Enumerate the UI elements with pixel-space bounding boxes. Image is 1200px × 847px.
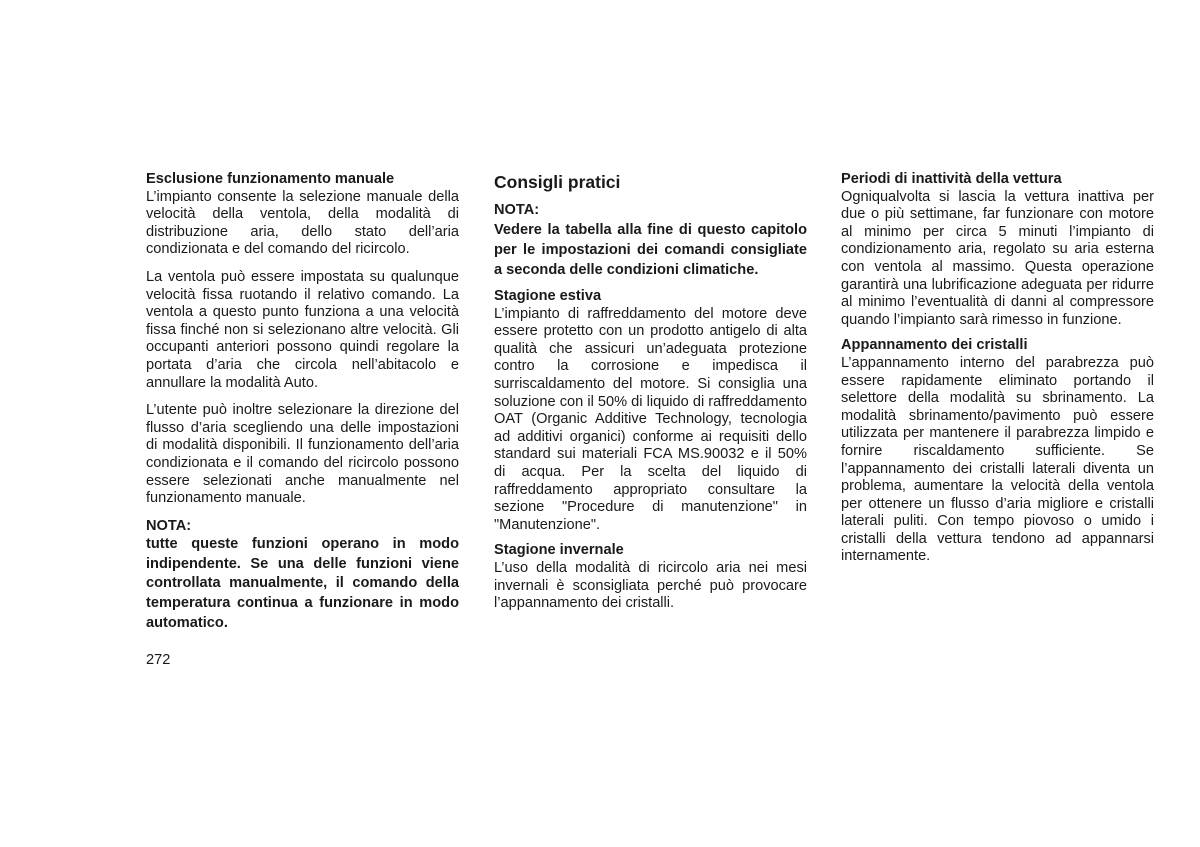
note-label: NOTA: — [146, 517, 192, 534]
section-title-fogging: Appannamento dei cristalli — [841, 337, 1028, 354]
section-title-winter: Stagione invernale — [494, 542, 624, 559]
paragraph: L’appannamento interno del parabrezza può essere rapidamente eliminato portando il selettore della modalità su sbrinamento. La modalità sbrinamento/pavimento può essere utilizzata per mantenere il parabrezza limpido e fornire riscaldamento sufficiente. Se l’appannamento dei cristalli laterali diventa un problema, aumentare la velocità della ventola per ottenere un flusso d’aria migliore e cristalli laterali puliti. Con tempo piovoso o umido i cristalli della vettura tendono ad appannarsi internamente. — [841, 354, 1154, 565]
note-label: NOTA: — [494, 202, 540, 218]
paragraph: L’impianto di raffreddamento del motore deve essere protetto con un prodotto antigelo di alta qualità che assicuri un’adeguata protezione contro la corrosione e impedisca il surriscaldamento del motore. Si consiglia una soluzione con il 50% di liquido di raffreddamento OAT (Organic Additive Technology, tecnologia ad additivi organici) conforme ai requisiti dello standard sui materiali FCA MS.90032 e il 50% di acqua. Per la scelta del liquido di raffreddamento appropriato consultare la sezione "Procedure di manutenzione" in "Manutenzione". — [494, 305, 807, 533]
paragraph: La ventola può essere impostata su qualunque velocità fissa ruotando il relativo comando. La ventola a questo punto funziona a una velocità fissa finché non si selezionano altre velocità. Gli occupanti anteriori possono quindi regolare la portata d’aria che circola nell’abitacolo e annullare la modalità Auto. — [146, 268, 459, 391]
paragraph: L’uso della modalità di ricircolo aria nei mesi invernali è sconsigliata perché può provocare l’appannamento dei cristalli. — [494, 559, 807, 612]
paragraph: Ogniqualvolta si lascia la vettura inattiva per due o più settimane, far funzionare con motore al minimo per circa 5 minuti l’impianto di condizionamento aria, regolato su aria esterna con ventola al massimo. Questa operazione garantirà una lubrificazione adeguata per ridurre al minimo l’eventualità di danni al compressore quando l’impianto sarà rimesso in funzione. — [841, 188, 1154, 328]
paragraph: L’utente può inoltre selezionare la direzione del flusso d’aria scegliendo una delle impostazioni di modalità disponibili. Il funzionamento dell’aria condizionata e il comando del ricircolo possono essere selezionati anche manualmente nel funzionamento manuale. — [146, 402, 459, 507]
section-title-summer: Stagione estiva — [494, 288, 602, 304]
note-text: tutte queste funzioni operano in modo indipendente. Se una delle funzioni viene controllata manualmente, il comando della temperatura continua a funzionare in modo automatico. — [146, 536, 459, 631]
section-heading-practical-tips: Consigli pratici — [494, 172, 621, 192]
paragraph: L’impianto consente la selezione manuale della velocità della ventola, della modalità di distribuzione aria, dello stato dell’aria condizionata e del comando del ricircolo. — [146, 188, 459, 258]
section-title-inactivity: Periodi di inattività della vettura — [841, 171, 1062, 187]
column-left — [146, 171, 459, 633]
column-right — [841, 171, 1154, 566]
section-title-manual-override: Esclusione funzionamento manuale — [146, 171, 395, 187]
page-number: 272 — [146, 652, 171, 668]
column-middle — [494, 172, 807, 613]
note-text: Vedere la tabella alla fine di questo capitolo per le impostazioni dei comandi consigliate a seconda delle condizioni climatiche. — [494, 222, 807, 278]
